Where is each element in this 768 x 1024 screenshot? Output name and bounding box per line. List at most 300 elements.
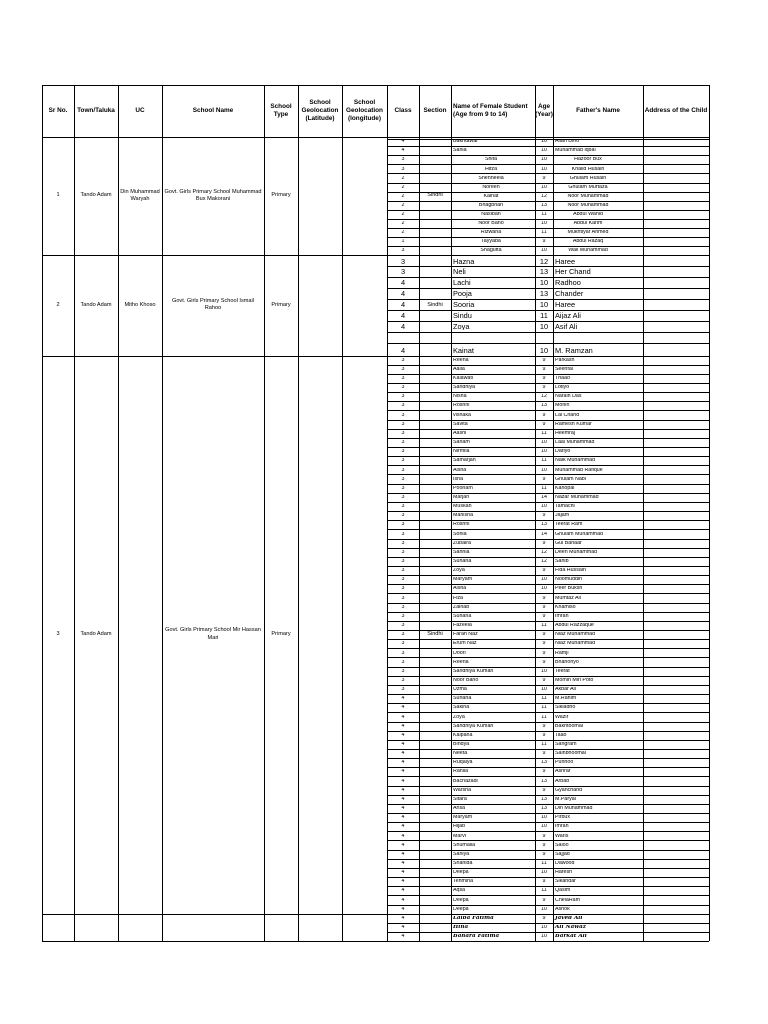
cell-age: 13 [539,268,549,276]
cell-father-name: Chander [555,290,584,298]
cell-class: 4 [401,148,405,154]
cell-age: 9 [542,385,546,391]
school-town: Tando Adam [80,630,112,637]
cell-class: 3 [401,595,405,601]
cell-student-name: Uzma [453,687,467,693]
cell-class: 3 [400,257,406,265]
cell-student-name: Shahida [453,860,473,866]
cell-student-name: Sandhiya Kumari [453,723,494,729]
cell-age: 9 [542,175,546,181]
cell-age: 11 [541,458,547,464]
table-row [387,468,709,477]
header-address: Address of the Child [644,107,708,114]
cell-student-name: Muskan [453,504,472,510]
cell-age: 13 [541,760,547,766]
school-name: Govt. Girls Primary School Mir Hassan Mari [165,627,261,641]
cell-age: 13 [541,806,547,812]
cell-class: 4 [401,139,405,145]
table-row [387,888,709,897]
cell-class: 4 [400,290,406,298]
cell-age: 11 [541,230,547,236]
cell-class: 4 [401,870,405,876]
cell-class: 4 [401,732,405,738]
table-row [387,513,709,522]
cell-student-name: Deepa [453,897,469,903]
cell-age: 9 [542,513,546,519]
cell-father-name: Aijaz Ali [555,312,581,320]
cell-age: 9 [542,613,546,619]
cell-age: 9 [542,787,546,793]
cell-class: 4 [401,824,405,830]
cell-student-name: Doori [453,650,466,656]
cell-class: 2 [401,184,405,190]
cell-father-name: Bakhtoomal [555,723,583,729]
cell-class: 4 [401,851,405,857]
cell-age: 9 [542,842,546,848]
cell-student-name: Fiza [453,595,464,601]
cell-father-name: Sikandar [555,879,576,885]
cell-student-name: Sitara [453,796,467,802]
cell-father-name: Wali Muhammad [568,248,608,254]
school-section: Sindhi [427,192,443,199]
table-row [387,742,709,751]
table-row [387,824,709,833]
cell-class: 3 [401,623,405,629]
cell-age: 9 [542,239,546,245]
cell-age: 10 [539,346,549,355]
cell-father-name: ChelaRam [555,897,581,903]
table-row [387,632,709,641]
cell-age: 9 [542,568,546,574]
cell-student-name: Aisha [453,586,467,592]
table-row [387,815,709,824]
cell-student-name: Tehmina [453,879,474,885]
cell-student-name: Pooja [453,290,472,298]
cell-age: 13 [541,403,547,409]
cell-student-name: Suhana [453,696,472,702]
cell-father-name: Peer Buksh [555,586,583,592]
cell-class: 4 [401,769,405,775]
cell-student-name: Saniya [453,851,470,857]
table-row [387,477,709,486]
cell-father-name: M.Paryal [555,796,576,802]
cell-student-name: Sandhiya Kumari [453,668,494,674]
cell-age: 14 [541,531,547,537]
cell-class: 4 [401,934,405,940]
cell-age: 13 [541,796,547,802]
cell-age: 10 [541,221,547,227]
school-town: Tando Adam [80,192,112,199]
cell-class: 3 [401,494,405,500]
cell-father-name: Teerat [555,668,570,674]
cell-student-name: Laiba Fatima [453,915,494,921]
cell-age: 11 [541,212,547,217]
table-row [387,898,709,907]
cell-age: 9 [542,732,546,738]
cell-class: 3 [401,668,405,674]
cell-class: 4 [401,925,405,931]
cell-class: 4 [401,897,405,903]
cell-age: 10 [541,668,547,674]
table-row [387,861,709,870]
cell-student-name: Reena [453,357,469,363]
cell-class: 4 [401,714,405,720]
table-row [387,605,709,614]
table-row [387,376,709,385]
table-row [387,806,709,815]
cell-age: 10 [541,925,547,931]
school-name [164,914,262,941]
cell-class: 3 [401,677,405,683]
cell-age: 9 [542,851,546,857]
table-row [387,203,709,212]
cell-father-name: Khamiso [555,604,576,610]
cell-age: 9 [542,879,546,885]
table-row [387,290,709,301]
student-table [42,85,709,941]
cell-class: 4 [401,723,405,729]
cell-father-name: Dawood [555,860,575,866]
cell-student-name: Bakhtawar [453,139,479,145]
table-row [387,522,709,531]
cell-age: 9 [542,769,546,775]
cell-class: 4 [401,806,405,812]
cell-class: 3 [400,268,406,276]
cell-father-name: Abdul Razaq [572,239,604,245]
cell-class: 3 [401,421,405,427]
cell-student-name: Kainat [483,193,499,199]
cell-father-name: Mumtaz Ali [555,595,581,601]
cell-student-name: Shifa [484,157,498,163]
table-row [387,221,709,230]
cell-age: 9 [542,412,546,418]
table-row [387,586,709,595]
cell-age: 10 [541,148,547,154]
cell-age: 10 [541,449,547,455]
cell-age: 10 [539,279,549,287]
cell-father-name: Haree [555,301,576,309]
school-sr: 1 [56,192,60,199]
cell-student-name: Zoya [453,322,470,331]
cell-class: 3 [401,248,405,254]
cell-father-name: Noor Muhammad [567,193,609,199]
cell-class: 3 [401,613,405,619]
table-row [387,413,709,422]
header-school-name: School Name [192,107,234,114]
table-row [387,879,709,888]
cell-student-name: Nasiban [481,212,501,217]
cell-class: 4 [401,860,405,866]
cell-father-name: Bhanoriyo [555,659,579,665]
cell-class: 4 [401,833,405,839]
cell-student-name: Nirmila [453,449,470,455]
cell-age: 10 [539,301,549,309]
cell-student-name: Zubaira [453,540,471,546]
cell-father-name: Abdul Wahid [573,212,603,217]
cell-class: 4 [401,760,405,766]
table-row [387,733,709,742]
header-age: Age (Year) [535,103,553,118]
cell-student-name: Sannia [453,549,470,555]
cell-father-name: Narain Das [555,394,582,400]
cell-student-name: Noor Bano [478,221,504,227]
header-sr: Sr No. [48,107,68,114]
table-row [387,788,709,797]
cell-father-name: M. Ramzan [555,346,593,355]
cell-class: 4 [401,787,405,793]
cell-age: 14 [541,494,547,500]
cell-age: 10 [539,322,549,331]
cell-student-name: Shagufta [480,248,502,254]
cell-age: 11 [540,312,548,320]
cell-age: 11 [541,430,547,436]
cell-age: 9 [542,376,546,382]
cell-class: 2 [401,230,405,236]
cell-class: 4 [400,301,406,309]
cell-student-name: Zoya [453,714,465,720]
cell-age: 10 [541,815,547,821]
cell-father-name: Muhammad iqbal [555,148,596,154]
header-father-name: Father's Name [576,107,620,114]
cell-father-name: Radhoo [555,279,581,287]
cell-student-name: vishaka [453,412,471,418]
table-row [387,258,709,269]
cell-class: 3 [401,549,405,555]
cell-father-name: Ashraf [555,769,571,775]
cell-age: 11 [541,623,547,629]
cell-class: 2 [401,202,405,208]
table-row [387,268,709,279]
cell-father-name: Naik Muhammad [555,458,596,464]
cell-age: 10 [541,934,547,940]
cell-father-name: Sikladho [555,705,576,711]
table-row [387,934,709,943]
cell-student-name: Zainab [453,604,470,610]
cell-age: 9 [542,476,546,482]
cell-father-name: Tamachi [555,504,575,510]
cell-age: 13 [541,778,547,784]
cell-student-name: Neeta [453,751,468,757]
cell-class: 3 [401,376,405,382]
cell-student-name: Shumaila [453,842,476,848]
cell-father-name: Saloo [555,842,569,848]
cell-student-name: Marjan [453,494,470,500]
table-row [387,715,709,724]
cell-class: 4 [401,796,405,802]
cell-class: 3 [401,559,405,565]
table-row [387,760,709,769]
cell-age: 13 [539,290,549,298]
table-row [387,279,709,290]
table-row [387,385,709,394]
cell-father-name: Mukhtiyar Ahmed [567,230,609,236]
cell-age: 10 [541,166,547,172]
table-row [387,148,709,157]
table-row [387,440,709,449]
cell-father-name: Niaz Muhammad [555,641,596,647]
table-row [387,843,709,852]
cell-student-name: Bahara Fatima [453,934,500,940]
cell-student-name: Aqsa [453,888,466,894]
cell-father-name: Sahib [555,559,569,565]
cell-age: 9 [542,357,546,363]
cell-father-name: Ali Nawaz [555,925,586,931]
cell-student-name: Sindu [453,312,472,320]
school-uc [120,356,160,914]
cell-class: 3 [401,166,405,172]
cell-class: 3 [401,604,405,610]
cell-student-name: Samarjan [453,458,476,464]
cell-class: 3 [401,394,405,400]
cell-student-name: Manisha [453,513,474,519]
cell-father-name: Deen Muhammad [555,549,598,555]
school-sr: 2 [56,301,60,308]
table-row [387,486,709,495]
cell-student-name: Kainat [453,346,474,355]
cell-age: 9 [542,595,546,601]
cell-father-name: Heemraj [555,430,576,436]
cell-class: 4 [401,705,405,711]
school-section: Sindhi [427,301,443,308]
cell-class: 3 [401,540,405,546]
table-row [387,614,709,623]
cell-student-name: Maryam [453,815,473,821]
cell-age: 10 [541,440,547,446]
cell-student-name: Reena [453,659,469,665]
school-sr: 3 [56,630,60,637]
cell-age: 10 [541,504,547,510]
cell-class: 3 [401,449,405,455]
school-type: Primary [271,192,291,199]
cell-father-name: Ramji [555,650,569,656]
cell-class: 3 [401,366,405,372]
cell-age: 9 [542,751,546,757]
table-row [387,212,709,221]
school-sr [44,914,72,941]
table-row [387,194,709,203]
school-type [266,914,296,941]
cell-class: 3 [401,357,405,363]
cell-age: 10 [541,906,547,912]
cell-class: 3 [401,504,405,510]
table-row [387,176,709,185]
table-row [387,623,709,632]
cell-student-name: Noor Bano [453,677,479,683]
cell-student-name: Roshni [453,403,470,409]
cell-class: 3 [401,650,405,656]
cell-father-name: Hazoor Bux [574,157,602,163]
table-row [387,577,709,586]
cell-father-name: Thaao [555,376,571,382]
cell-student-name: Aalia [453,366,465,372]
cell-age: 10 [541,870,547,876]
cell-class: 3 [401,385,405,391]
cell-age: 11 [541,485,547,491]
table-row [387,705,709,714]
cell-student-name: Aashi [453,430,467,436]
table-row [387,239,709,248]
table-row [387,301,709,312]
cell-father-name: Din Muhammad [555,806,593,812]
table-row [387,230,709,239]
header-town: Town/Taluka [77,107,115,114]
cell-father-name: Parkash [555,357,575,363]
cell-father-name: Ghulam Muhammad [555,531,603,537]
cell-age: 9 [542,641,546,647]
table-row [387,358,709,367]
cell-student-name: Deepa [453,906,469,912]
cell-father-name: Allah Dino [555,139,580,145]
cell-student-name: Hifza [484,166,498,172]
cell-age: 9 [542,421,546,427]
table-row [387,678,709,687]
cell-student-name: Farah Naz [453,632,478,638]
cell-father-name: Her Chand [555,268,591,276]
cell-age: 9 [542,632,546,638]
table-row [387,641,709,650]
cell-father-name: Punhoo [555,760,574,766]
cell-student-name: Suhana [453,613,472,619]
cell-father-name: Noor Muhammad [567,202,609,208]
cell-age: 10 [541,824,547,830]
cell-age: 11 [541,705,547,711]
cell-student-name: Savita [453,421,468,427]
cell-student-name: Rahila [453,769,469,775]
table-row [387,724,709,733]
cell-age: 11 [541,888,547,894]
cell-father-name: Ramesh Kumar [555,421,592,427]
cell-father-name: Ghulam Husain [569,175,607,181]
cell-class: 3 [401,531,405,537]
cell-class: 3 [401,641,405,647]
table-row [387,431,709,440]
cell-age: 11 [541,696,547,702]
school-uc: Mitho Khoso [124,301,156,308]
cell-class: 3 [401,458,405,464]
cell-father-name: Ashok [555,906,570,912]
cell-class: 3 [401,659,405,665]
table-row [387,870,709,879]
cell-class: 3 [401,412,405,418]
cell-student-name: Hina [453,925,469,931]
cell-age: 10 [541,467,547,473]
cell-age: 9 [542,897,546,903]
cell-age: 9 [542,915,546,921]
cell-age: 11 [541,714,547,720]
table-row [387,925,709,934]
cell-father-name: Muhammad Rafique [555,467,603,473]
cell-student-name: Lachi [453,279,471,287]
cell-father-name: Jajam [555,513,570,519]
table-row [387,568,709,577]
cell-age: 13 [541,522,547,528]
cell-class: 3 [401,467,405,473]
cell-class: 2 [401,193,405,199]
cell-age: 10 [541,139,547,145]
cell-father-name: Wazir [555,714,569,720]
cell-age: 9 [542,650,546,656]
header-class: Class [394,107,412,114]
cell-class: 3 [401,632,405,638]
cell-student-name: Zoya [453,568,465,574]
cell-age: 9 [542,604,546,610]
cell-father-name: Fida Hussain [555,568,586,574]
table-row [387,751,709,760]
cell-father-name: Qasim [555,888,571,894]
cell-class: 4 [401,906,405,912]
header-section: Section [423,107,447,114]
cell-student-name: Deepa [453,870,469,876]
